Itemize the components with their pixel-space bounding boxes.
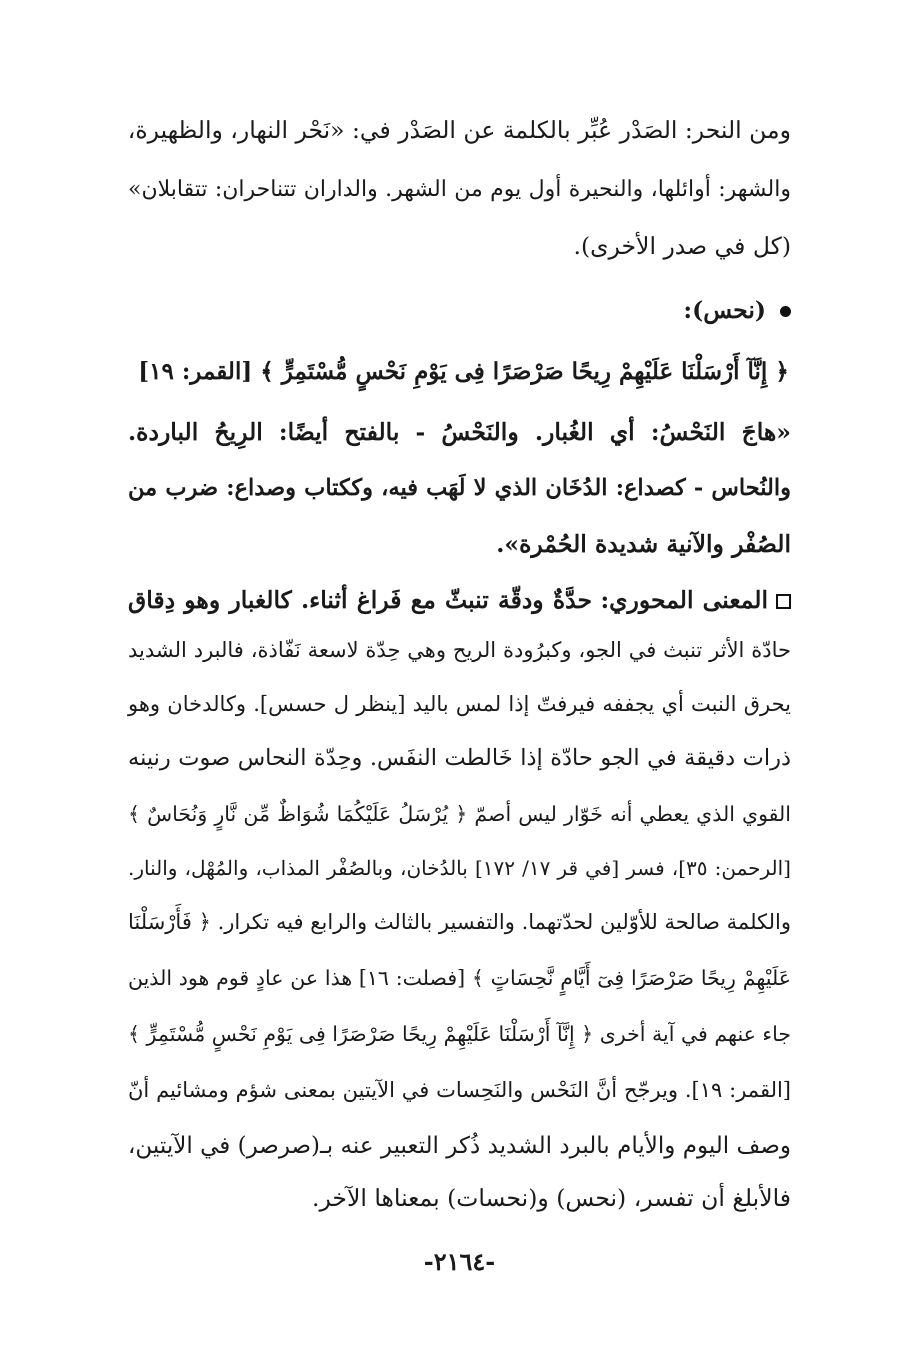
meaning-line: جاء عنهم في آية أخرى ﴿ إِنَّآ أَرْسَلْنَا عَلَيْهِمْ رِيحًا صَرْصَرًا فِى يَوْمِ نَحْسٍ مُّسْتَمِرٍّ ﴾ [128,1022,791,1046]
definition-line: «هاجَ النَحْسُ: أي الغُبار. والنَحْسُ - بالفتح أيضًا: الرِيحُ الباردة. [128,418,791,446]
bullet-icon [780,306,791,317]
square-bullet-icon [776,594,791,609]
verse-reference: [القمر: ١٩] [138,358,253,385]
entry-heading-text: (نحس): [683,296,766,324]
entry-heading [128,288,791,332]
page-number: -٢١٦٤- [423,1247,496,1276]
meaning-line: يحرق النبت أي يجففه فيرفتّ إذا لمس باليد [ينظر ل حسس]. وكالدخان وهو [128,692,791,716]
definition-line: والنُحاس - كصداع: الدُخَان الذي لا لَهَب فيه، وككتاب وصداع: ضرب من [128,475,791,501]
definition-line: الصُفْر والآنية شديدة الحُمْرة». [496,530,791,558]
meaning-line: حادّة الأثر تنبث في الجو، وكبرُودة الريح وهي حِدّة لاسعة نَفّاذة، فالبرد الشديد [128,638,791,662]
meaning-line: عَلَيْهِمْ رِيحًا صَرْصَرًا فِىٓ أَيَّامٍ نَّحِسَاتٍ ﴾ [فصلت: ١٦] هذا عن عادٍ قوم هود الذين [128,966,791,990]
meaning-line: [القمر: ١٩]. ويرجّح أنَّ النَحْس والنَحِسات في الآيتين بمعنى شؤم ومشائيم أنّ [128,1078,791,1102]
meaning-text: حدَّةٌ ودقّة تنبثّ مع فَراغ أثناء. كالغبار وهو دِقاق [128,586,592,614]
meaning-line: [الرحمن: ٣٥]، فسر [في قر ١٧/ ١٧٢] بالدُخان، وبالصُفْر المذاب، والمُهْل، والنار. [128,856,791,880]
meaning-line: والكلمة صالحة للأوّلين لحدّتهما. والتفسير بالثالث والرابع فيه تكرار. ﴿ فَأَرْسَلْنَا [128,910,791,934]
quran-verse [136,350,791,394]
paragraph-line: ومن النحر: الصَدْر عُبِّر بالكلمة عن الصَدْر في: «نَحْر النهار، والظهيرة، [127,116,791,144]
meaning-line: ذرات دقيقة في الجو حادّة إذا خَالطت النفَس. وحِدّة النحاس صوت رنينه [128,745,791,771]
paragraph-line: (كل في صدر الأخرى). [573,232,791,260]
paragraph-line: والشهر: أوائلها، والنحيرة أول يوم من الشهر. والداران تتناحران: تتقابلان» [128,177,791,202]
meaning-label: المعنى المحوري: [600,586,768,614]
verse-text: ﴿ إِنَّآ أَرْسَلْنَا عَلَيْهِمْ رِيحًا صَرْصَرًا فِى يَوْمِ نَحْسٍ مُّسْتَمِرٍّ ﴾ [260,358,789,385]
meaning-line: فالأبلغ أن تفسر، (نحس) و(نحسات) بمعناها الآخر. [312,1184,791,1212]
meaning-line: القوي الذي يعطي أنه خَوّار ليس أصمّ ﴿ يُرْسَلُ عَلَيْكُمَا شُوَاظٌ مِّن نَّارٍ وَنُحَاسٌ ﴾ [128,802,791,826]
meaning-line [128,578,791,622]
meaning-line: وصف اليوم والأيام بالبرد الشديد ذُكر التعبير عنه بـ(صرصر) في الآيتين، [128,1133,792,1159]
